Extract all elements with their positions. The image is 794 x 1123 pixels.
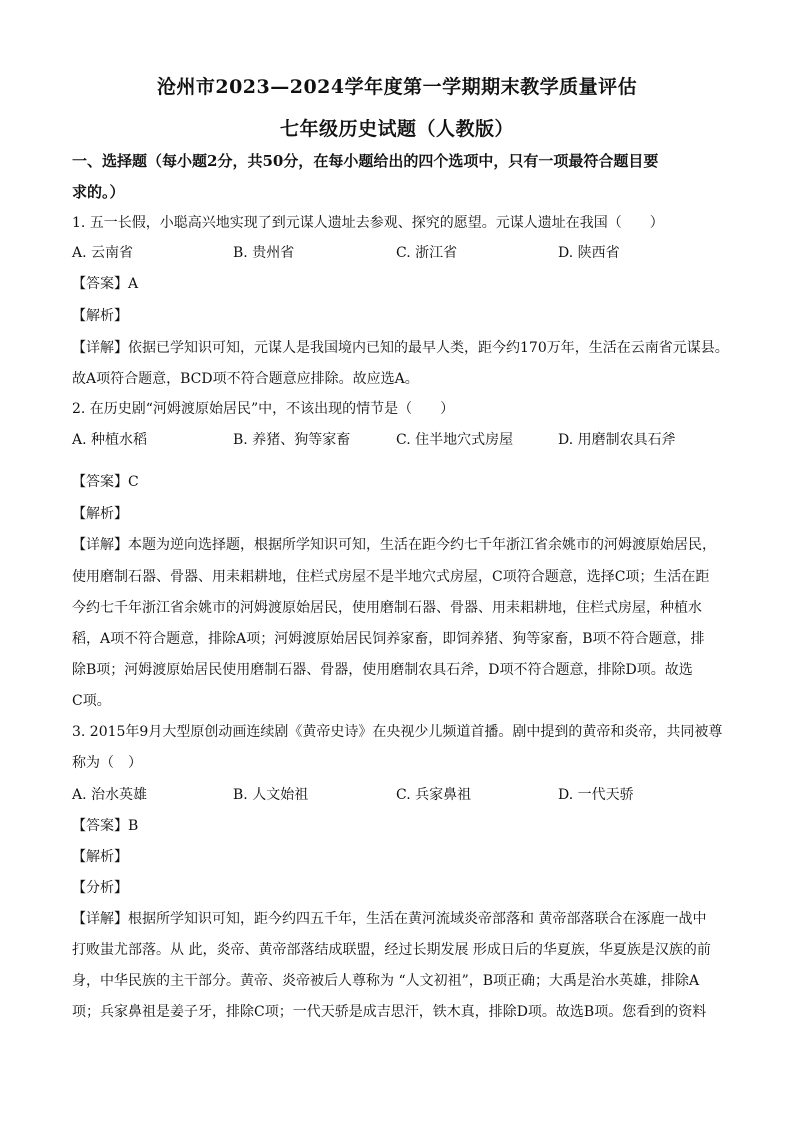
question-2-answer: 【答案】C [72,474,139,490]
question-2-detail: 【详解】本题为逆向选择题，根据所学知识可知，生活在距今约七千年浙江省余姚市的河姆渡原始居民， [72,537,716,553]
question-3-analysis-label: 【解析】 [72,849,128,865]
option-a: A. 种植水稻 [72,432,148,448]
question-2-analysis-label: 【解析】 [72,506,128,522]
question-1-options [72,243,732,263]
option-c: C. 兵家鼻祖 [396,787,472,803]
question-3-fenxi-label: 【分析】 [72,880,128,896]
exam-title: 沧州市2023—2024学年度第一学期期末教学质量评估 [156,76,638,98]
question-3-answer: 【答案】B [72,818,139,834]
option-b: B. 贵州省 [233,245,295,261]
question-2-detail: C项。 [72,693,111,709]
question-3-detail: 项；兵家鼻祖是姜子牙，排除C项；一代天骄是成吉思汗，铁木真，排除D项。故选B项。您看到的资料 [72,1004,707,1020]
question-2-detail: 使用磨制石器、骨器、用耒耜耕地，住栏式房屋不是半地穴式房屋，C项符合题意，选择C项；生活在距 [72,569,710,585]
question-1-analysis-label: 【解析】 [72,308,128,324]
question-1-stem: 1. 五一长假，小聪高兴地实现了到元谋人遗址去参观、探究的愿望。元谋人遗址在我国（ ） [72,215,664,231]
question-3-stem-cont: 称为（ ） [72,755,142,771]
question-1-detail: 【详解】依据已学知识可知，元谋人是我国境内已知的最早人类，距今约170万年，生活在云南省元谋县。 [72,340,729,356]
question-2-detail: 今约七千年浙江省余姚市的河姆渡原始居民，使用磨制石器、骨器、用耒耜耕地，住栏式房屋，种植水 [72,600,702,616]
option-c: C. 浙江省 [396,245,458,261]
question-3-detail: 【详解】根据所学知识可知，距今约四五千年，生活在黄河流域炎帝部落和 黄帝部落联合在涿鹿一战中 [72,911,707,927]
option-a: A. 云南省 [72,245,134,261]
option-d: D. 用磨制农具石斧 [558,432,676,448]
question-2-options [72,430,732,450]
option-c: C. 住半地穴式房屋 [396,432,514,448]
question-1-answer: 【答案】A [72,276,139,292]
question-1-detail: 故A项符合题意，BCD项不符合题意应排除。故应选A。 [72,371,419,387]
option-d: D. 一代天骄 [558,787,634,803]
option-b: B. 人文始祖 [233,787,309,803]
question-3-options [72,785,732,805]
option-a: A. 治水英雄 [72,787,148,803]
option-d: D. 陕西省 [558,245,620,261]
section-heading-cont: 求的。） [72,183,125,201]
question-2-detail: 稻，A项不符合题意，排除A项；河姆渡原始居民饲养家畜，即饲养猪、狗等家畜，B项不符合题意，排 [72,631,705,647]
question-3-detail: 身，中华民族的主干部分。黄帝、炎帝被后人尊称为 “人文初祖”，B项正确；大禹是治水英雄，排除A [72,973,700,989]
question-3-stem: 3. 2015年9月大型原创动画连续剧《黄帝史诗》在央视少儿频道首播。剧中提到的黄帝和炎帝，共同被尊 [72,724,723,740]
section-heading: 一、选择题（每小题2分，共50分，在每小题给出的四个选项中，只有一项最符合题目要 [72,152,659,170]
question-2-stem: 2. 在历史剧“河姆渡原始居民”中，不该出现的情节是（ ） [72,401,455,417]
question-2-detail: 除B项；河姆渡原始居民使用磨制石器、骨器，使用磨制农具石斧，D项不符合题意，排除D项。故选 [72,662,693,678]
exam-subtitle: 七年级历史试题（人教版） [279,118,514,140]
option-b: B. 养猪、狗等家畜 [233,432,351,448]
question-3-detail: 打败蚩尤部落。从 此，炎帝、黄帝部落结成联盟，经过长期发展 形成日后的华夏族，华夏族是汉族的前 [72,942,711,958]
